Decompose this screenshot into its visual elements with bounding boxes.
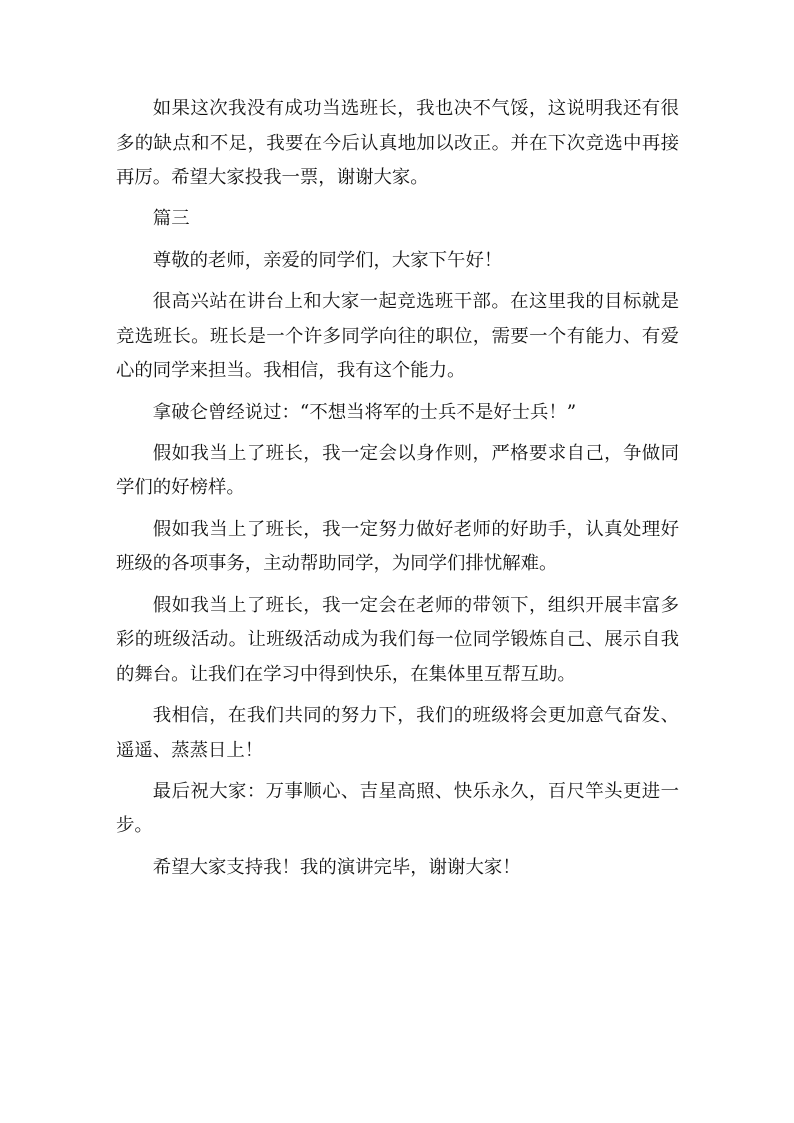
paragraph-promise-1: 假如我当上了班长，我一定会以身作则，严格要求自己，争做同学们的好榜样。 xyxy=(116,442,679,499)
paragraph-closing-appeal: 如果这次我没有成功当选班长，我也决不气馁，这说明我还有很多的缺点和不足，我要在今后认真地加以改正。并在下次竞选中再接再厉。希望大家投我一票，谢谢大家。 xyxy=(116,98,679,189)
paragraph-conclusion: 希望大家支持我！我的演讲完毕，谢谢大家！ xyxy=(152,856,521,878)
document-body xyxy=(116,92,679,892)
section-heading: 篇三 xyxy=(152,208,190,230)
paragraph-greeting: 尊敬的老师，亲爱的同学们，大家下午好！ xyxy=(152,249,503,271)
paragraph-wishes: 最后祝大家：万事顺心、吉星高照、快乐永久，百尺竿头更进一步。 xyxy=(116,780,679,837)
paragraph-promise-2: 假如我当上了班长，我一定努力做好老师的好助手，认真处理好班级的各项事务，主动帮助同学，为同学们排忧解难。 xyxy=(116,518,679,575)
paragraph-belief: 我相信，在我们共同的努力下，我们的班级将会更加意气奋发、遥遥、蒸蒸日上！ xyxy=(116,705,679,761)
paragraph-quote: 拿破仑曾经说过：“不想当将军的士兵不是好士兵！” xyxy=(152,401,577,423)
paragraph-introduction: 很高兴站在讲台上和大家一起竞选班干部。在这里我的目标就是竞选班长。班长是一个许多同学向往的职位，需要一个有能力、有爱心的同学来担当。我相信，我有这个能力。 xyxy=(116,291,679,382)
paragraph-promise-3: 假如我当上了班长，我一定会在老师的带领下，组织开展丰富多彩的班级活动。让班级活动成为我们每一位同学锻炼自己、展示自我的舞台。让我们在学习中得到快乐，在集体里互帮互助。 xyxy=(116,594,679,685)
